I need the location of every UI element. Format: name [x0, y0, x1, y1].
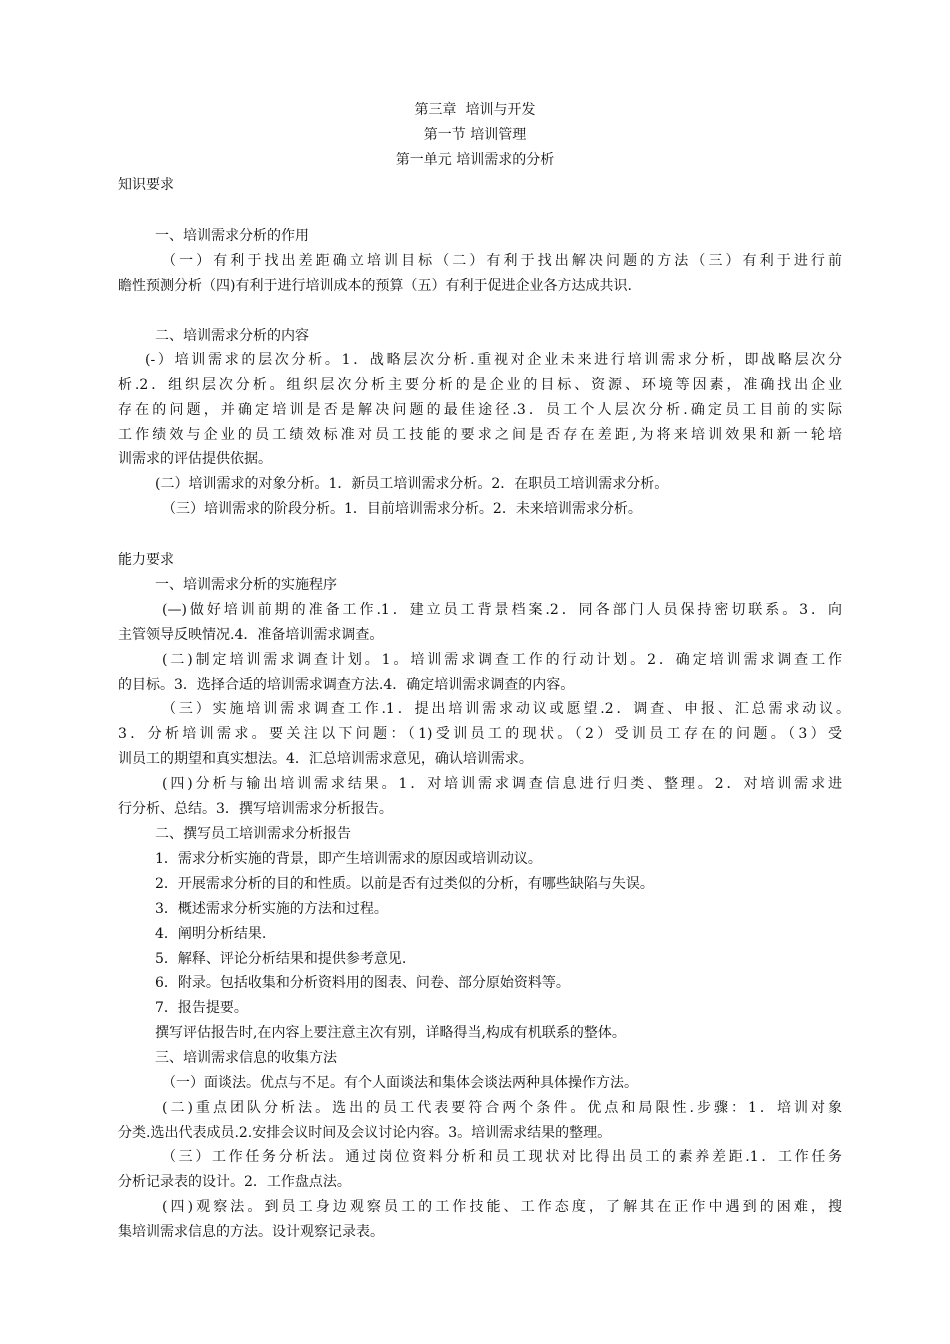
- paragraph-line: 分类.选出代表成员.2.安排会议时间及会议讨论内容。3。培训需求结果的整理。: [118, 1125, 612, 1141]
- ability-heading: 能力要求: [118, 552, 174, 568]
- unit-title: 第一单元 培训需求的分析: [395, 152, 555, 168]
- paragraph-line: 行分析、总结。3．撰写培训需求分析报告。: [118, 801, 393, 817]
- paragraph-line: (-）培训需求的层次分析。1．战略层次分析.重视对企业未来进行培训需求分析，即战略层次分: [145, 352, 842, 368]
- paragraph-line: (二）培训需求的对象分析。1．新员工培训需求分析。2．在职员工培训需求分析。: [155, 476, 669, 492]
- paragraph-line: 分析记录表的设计。2．工作盘点法。: [118, 1174, 351, 1190]
- paragraph-line: 训需求的评估提供依据。: [118, 451, 272, 467]
- ability-section-1-heading: 一、培训需求分析的实施程序: [155, 577, 337, 593]
- chapter-title: 第三章 培训与开发: [414, 102, 536, 118]
- paragraph-line: 集培训需求信息的方法。设计观察记录表。: [118, 1224, 384, 1240]
- section-title: 第一节 培训管理: [423, 127, 527, 143]
- paragraph-line: 存在的问题，并确定培训是否是解决问题的最佳途径.3．员工个人层次分析.确定员工目前的实际: [118, 402, 842, 418]
- knowledge-heading: 知识要求: [118, 177, 174, 193]
- paragraph-line: (四)分析与输出培训需求结果。1．对培训需求调查信息进行归类、整理。2．对培训需求进: [162, 776, 842, 792]
- list-item: 1．需求分析实施的背景，即产生培训需求的原因或培训动议。: [155, 851, 542, 867]
- knowledge-section-1-heading: 一、培训需求分析的作用: [155, 228, 309, 244]
- paragraph-line: (—)做好培训前期的准备工作.1．建立员工背景档案.2．同各部门人员保持密切联系。3．向: [162, 602, 842, 618]
- paragraph-line: （三）培训需求的阶段分析。1．目前培训需求分析。2．未来培训需求分析。: [162, 501, 642, 517]
- paragraph-line: 工作绩效与企业的员工绩效标准对员工技能的要求之间是否存在差距,为将来培训效果和新一轮培: [118, 427, 842, 443]
- report-note: 撰写评估报告时,在内容上要注意主次有别，详略得当,构成有机联系的整体。: [155, 1025, 626, 1041]
- list-item: 2．开展需求分析的目的和性质。以前是否有过类似的分析，有哪些缺陷与失误。: [155, 876, 654, 892]
- paragraph-line: (二)制定培训需求调查计划。1。培训需求调查工作的行动计划。2．确定培训需求调查工作: [162, 652, 842, 668]
- paragraph-line: 3．分析培训需求。要关注以下问题：（1)受训员工的现状。（2）受训员工存在的问题。（3）受: [118, 726, 842, 742]
- paragraph-line: 的目标。3．选择合适的培训需求调查方法.4．确定培训需求调查的内容。: [118, 677, 575, 693]
- paragraph-line: 析.2．组织层次分析。组织层次分析主要分析的是企业的目标、资源、环境等因素，准确找出企业: [118, 377, 842, 393]
- knowledge-section-2-heading: 二、培训需求分析的内容: [155, 328, 309, 344]
- paragraph-line: 主管领导反映情况.4．准备培训需求调查。: [118, 627, 384, 643]
- paragraph-line: （一）面谈法。优点与不足。有个人面谈法和集体会谈法两种具体操作方法。: [162, 1075, 638, 1091]
- paragraph-line: （三）实施培训需求调查工作.1．提出培训需求动议或愿望.2．调查、申报、汇总需求动议。: [162, 701, 850, 717]
- paragraph-line: (四)观察法。到员工身边观察员工的工作技能、工作态度，了解其在正作中遇到的困难，搜: [162, 1199, 842, 1215]
- paragraph-line: 训员工的期望和真实想法。4．汇总培训需求意见，确认培训需求。: [118, 751, 533, 767]
- list-item: 6．附录。包括收集和分析资料用的图表、问卷、部分原始资料等。: [155, 975, 570, 991]
- list-item: 4．阐明分析结果.: [155, 926, 267, 942]
- paragraph-line: (二)重点团队分析法。选出的员工代表要符合两个条件。优点和局限性.步骤：1．培训对象: [162, 1100, 842, 1116]
- list-item: 5．解释、评论分析结果和提供参考意见.: [155, 951, 407, 967]
- list-item: 3．概述需求分析实施的方法和过程。: [155, 901, 388, 917]
- paragraph-line: （三）工作任务分析法。通过岗位资料分析和员工现状对比得出员工的素养差距.1．工作任务: [162, 1149, 842, 1165]
- list-item: 7．报告提要。: [155, 1000, 248, 1016]
- ability-section-3-heading: 三、培训需求信息的收集方法: [155, 1050, 337, 1066]
- paragraph-line: 瞻性预测分析（四)有利于进行培训成本的预算（五）有利于促进企业各方达成共识.: [118, 278, 632, 294]
- ability-section-2-heading: 二、撰写员工培训需求分析报告: [155, 826, 351, 842]
- paragraph-line: （一）有利于找出差距确立培训目标（二）有利于找出解决问题的方法（三）有利于进行前: [162, 253, 842, 269]
